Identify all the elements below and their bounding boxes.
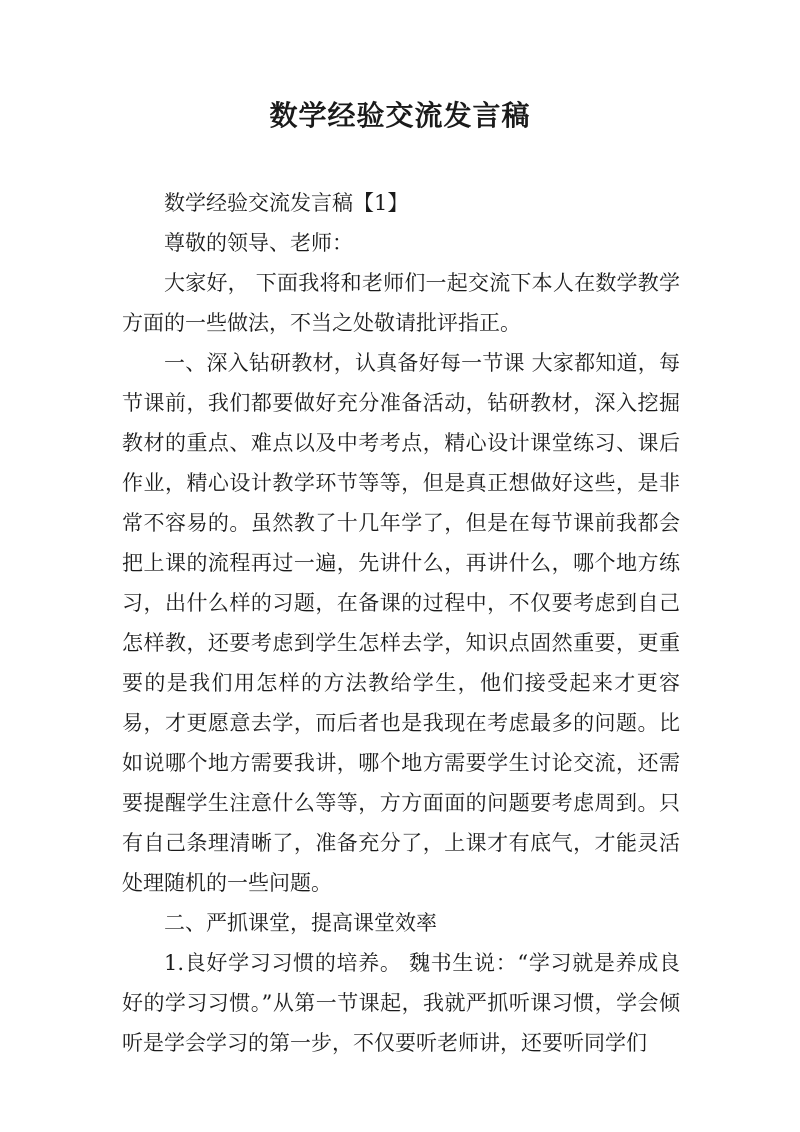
salutation: 尊敬的领导、老师：	[164, 231, 353, 255]
document-title: 数学经验交流发言稿	[269, 99, 531, 132]
section-two-heading: 二、严抓课堂，提高课堂效率	[164, 911, 437, 935]
document-body	[122, 183, 680, 1063]
section-heading: 数学经验交流发言稿【1】	[164, 191, 409, 215]
paragraph-habits: 1.良好学习习惯的培养。 魏书生说：“学习就是养成良好的学习习惯。”从第一节课起，我就严抓听课习惯，学会倾听是学会学习的第一步，不仅要听老师讲，还要听同学们	[122, 951, 680, 1055]
paragraph-section-one: 一、深入钻研教材，认真备好每一节课 大家都知道，每节课前，我们都要做好充分准备活动，钻研教材，深入挖掘教材的重点、难点以及中考考点，精心设计课堂练习、课后作业，精心设计教学环节等等，但是真正想做好这些，是非常不容易的。虽然教了十几年学了，但是在每节课前我都会把上课的流程再过一遍，先讲什么，再讲什么，哪个地方练习，出什么样的习题，在备课的过程中，不仅要考虑到自己怎样教，还要考虑到学生怎样去学，知识点固然重要，更重要的是我们用怎样的方法教给学生，他们接受起来才更容易，才更愿意去学，而后者也是我现在考虑最多的问题。比如说哪个地方需要我讲，哪个地方需要学生讨论交流，还需要提醒学生注意什么等等，方方面面的问题要考虑周到。只有自己条理清晰了，准备充分了，上课才有底气，才能灵活处理随机的一些问题。	[122, 351, 680, 895]
paragraph-intro: 大家好， 下面我将和老师们一起交流下本人在数学教学方面的一些做法，不当之处敬请批评指正。	[122, 271, 680, 335]
